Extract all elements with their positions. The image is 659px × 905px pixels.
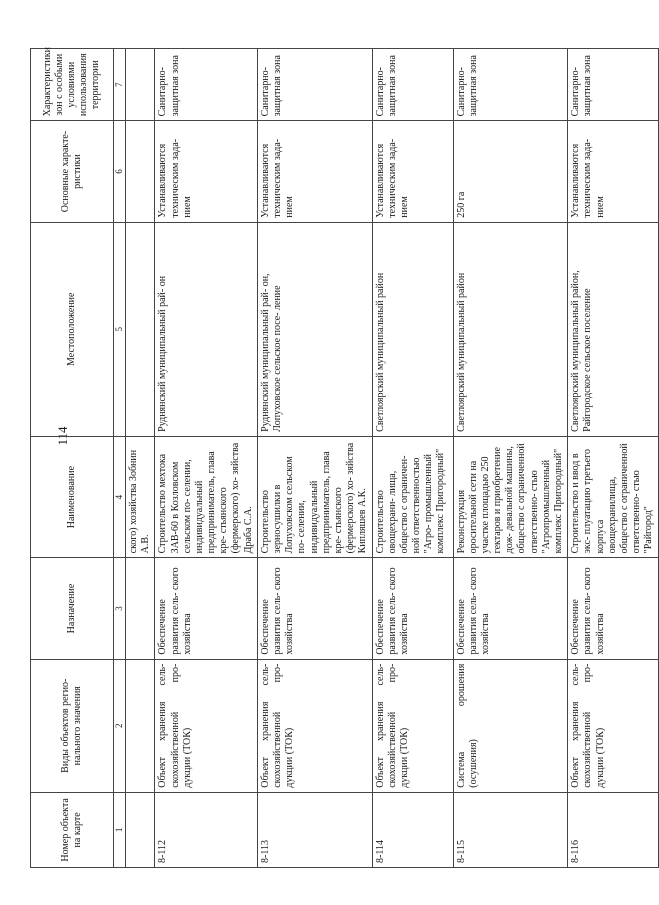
header-characteristics: Основные характе- ристики	[31, 121, 114, 222]
column-number: 3	[114, 558, 126, 659]
column-number: 4	[114, 436, 126, 558]
table-row	[257, 49, 372, 868]
object-zones: Санитарно- защитная зона	[257, 49, 372, 121]
object-purpose: Обеспечение развития сель- ского хозяйства	[372, 558, 453, 659]
table-row	[568, 49, 658, 868]
object-zones: Санитарно- защитная зона	[568, 49, 658, 121]
column-number: 1	[114, 792, 126, 867]
object-name: Строительство зерносушилки в Лопуховском сельском по- селении, индивидуальный предприниматель, глава кре- стьянского (фермерского) хо- зяйства Кипляшев А.К.	[257, 436, 372, 558]
objects-table	[30, 48, 659, 868]
header-name: Наименование	[31, 436, 114, 558]
object-characteristics: Устанавливаются техническим зада- нием	[257, 121, 372, 222]
header-number: Номер объекта на карте	[31, 792, 114, 867]
object-location: Руднянский муниципальный рай- он, Лопуховское сельское посе- ление	[257, 222, 372, 436]
object-name: Строительство и ввод в экс- плуатацию третьего корпуса овощехранилища, общество с ограниченной ответственно- стью "Райгород"	[568, 436, 658, 558]
column-number: 7	[114, 49, 126, 121]
object-number: 8-112	[155, 792, 258, 867]
object-name: Строительство мехтока ЗАВ-60 в Козловском сельском по- селении, индивидуальный предприниматель, глава кре- стьянского (фермерского) хо- зяйства Драба С.А.	[155, 436, 258, 558]
object-number: 8-115	[453, 792, 568, 867]
rotated-table-container	[30, 47, 655, 868]
header-type: Виды объектов регио- нального значения	[31, 659, 114, 792]
continuation-text: ского) хозяйства Зобнин А.В.	[125, 436, 154, 558]
column-number: 2	[114, 659, 126, 792]
object-purpose: Обеспечение развития сель- ского хозяйства	[257, 558, 372, 659]
object-location: Светлоярский муниципальный район	[372, 222, 453, 436]
table-row	[372, 49, 453, 868]
header-location: Местоположение	[31, 222, 114, 436]
table-row	[453, 49, 568, 868]
continuation-row	[125, 49, 154, 868]
page-number: 114	[55, 426, 70, 446]
object-purpose: Обеспечение развития сель- ского хозяйства	[155, 558, 258, 659]
column-number-row	[114, 49, 126, 868]
table-row	[155, 49, 258, 868]
object-type: Объект хранения сель- скохозяйственной про- дукции (ТОК)	[372, 659, 453, 792]
object-name: Строительство овощехрани- лища, общество с ограничен- ной ответственностью "Агро- промышленный комплекс Пригородный"	[372, 436, 453, 558]
object-location: Светлоярский муниципальный район	[453, 222, 568, 436]
object-number: 8-114	[372, 792, 453, 867]
object-type: Объект хранения сель- скохозяйственной про- дукции (ТОК)	[155, 659, 258, 792]
object-characteristics: Устанавливаются техническим зада- нием	[372, 121, 453, 222]
object-characteristics: Устанавливаются техническим зада- нием	[568, 121, 658, 222]
object-type: Объект хранения сель- скохозяйственной про- дукции (ТОК)	[568, 659, 658, 792]
object-zones: Санитарно- защитная зона	[372, 49, 453, 121]
object-type: Система орошения (осушения)	[453, 659, 568, 792]
object-name: Реконструкция оросительной сети на участке площадью 250 гектаров и приобретение дож- девальной машины, общество с ограниченной ответственно- стью "Агропромышленный комплекс Пригородный"	[453, 436, 568, 558]
object-type: Объект хранения сель- скохозяйственной про- дукции (ТОК)	[257, 659, 372, 792]
object-purpose: Обеспечение развития сель- ского хозяйства	[568, 558, 658, 659]
column-number: 6	[114, 121, 126, 222]
object-zones: Санитарно- защитная зона	[453, 49, 568, 121]
object-zones: Санитарно- защитная зона	[155, 49, 258, 121]
object-characteristics: 250 га	[453, 121, 568, 222]
header-row	[31, 49, 114, 868]
object-number: 8-116	[568, 792, 658, 867]
object-location: Руднянский муниципальный рай- он	[155, 222, 258, 436]
object-purpose: Обеспечение развития сель- ского хозяйства	[453, 558, 568, 659]
header-purpose: Назначение	[31, 558, 114, 659]
object-number: 8-113	[257, 792, 372, 867]
header-zones: Характеристики зон с особыми условиями использования территории	[31, 49, 114, 121]
object-characteristics: Устанавливаются техническим зада- нием	[155, 121, 258, 222]
column-number: 5	[114, 222, 126, 436]
object-location: Светлоярский муниципальный район, Райгородское сельское поселение	[568, 222, 658, 436]
